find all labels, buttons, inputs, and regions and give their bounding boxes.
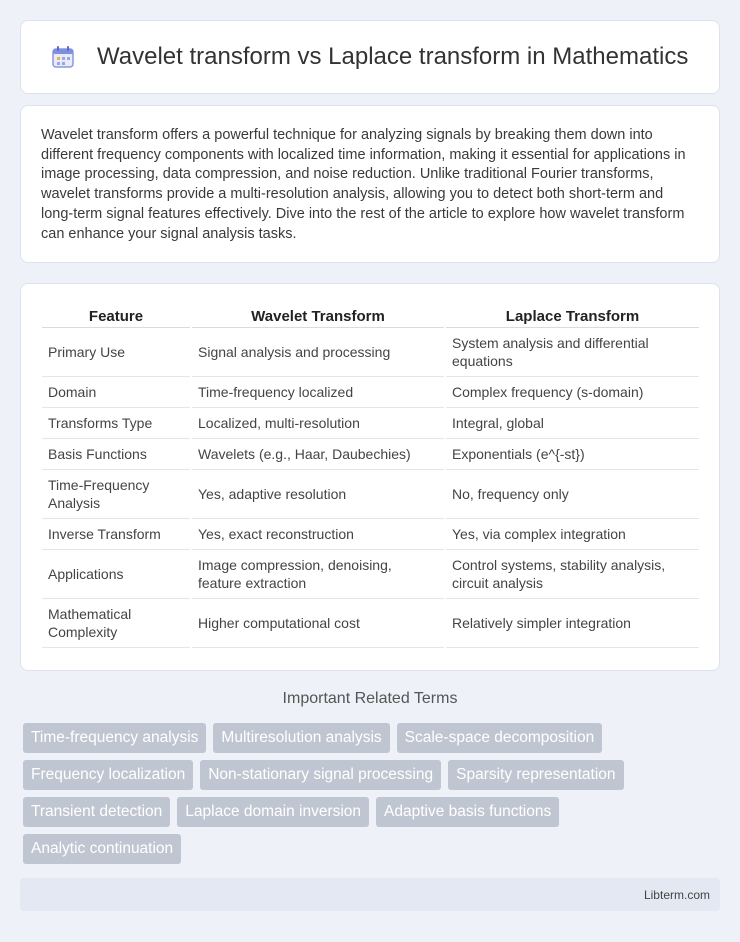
comparison-card <box>20 283 720 671</box>
tag-multiresolution-analysis[interactable]: Multiresolution analysis <box>213 723 389 753</box>
footer-site-link[interactable]: Libterm.com <box>643 887 710 902</box>
tag-laplace-domain-inversion[interactable]: Laplace domain inversion <box>177 797 369 827</box>
tag-analytic-continuation[interactable]: Analytic continuation <box>23 834 181 864</box>
table-row <box>42 470 699 519</box>
footer <box>20 878 720 911</box>
table-cell: Primary Use <box>42 328 190 377</box>
tag-transient-detection[interactable]: Transient detection <box>23 797 170 827</box>
table-cell: Complex frequency (s-domain) <box>446 377 699 408</box>
table-cell: Yes, exact reconstruction <box>192 519 444 550</box>
table-row <box>42 519 699 550</box>
table-cell: Image compression, denoising, feature extraction <box>192 550 444 599</box>
table-cell: Domain <box>42 377 190 408</box>
table-row <box>42 439 699 470</box>
tag-non-stationary-signal-processing[interactable]: Non-stationary signal processing <box>200 760 441 790</box>
table-header-row <box>42 306 699 328</box>
tag-adaptive-basis-functions[interactable]: Adaptive basis functions <box>376 797 559 827</box>
header-laplace: Laplace Transform <box>446 306 699 328</box>
table-cell: Control systems, stability analysis, circuit analysis <box>446 550 699 599</box>
header-card <box>20 20 720 94</box>
table-cell: Basis Functions <box>42 439 190 470</box>
table-cell: No, frequency only <box>446 470 699 519</box>
related-tags <box>23 723 723 864</box>
table-cell: Transforms Type <box>42 408 190 439</box>
table-row <box>42 599 699 648</box>
tag-scale-space-decomposition[interactable]: Scale-space decomposition <box>397 723 603 753</box>
table-cell: Inverse Transform <box>42 519 190 550</box>
tag-time-frequency-analysis[interactable]: Time-frequency analysis <box>23 723 206 753</box>
intro-paragraph: Wavelet transform offers a powerful technique for analyzing signals by breaking them down into different frequency components with localized time information, making it essential for applications in image processing, data compression, and noise reduction. Unlike traditional Fourier transforms, wavelet transforms provide a multi-resolution analysis, allowing you to detect both short-term and long-term signal features effectively. Dive into the rest of the article to explore how wavelet transform can enhance your signal analysis tasks. <box>41 127 686 242</box>
calendar-icon <box>49 43 77 71</box>
related-terms-title: Important Related Terms <box>282 690 458 707</box>
table-cell: Time-Frequency Analysis <box>42 470 190 519</box>
page-title: Wavelet transform vs Laplace transform in Mathematics <box>97 43 689 70</box>
table-cell: Wavelets (e.g., Haar, Daubechies) <box>192 439 444 470</box>
intro-card <box>20 105 720 263</box>
header-wavelet: Wavelet Transform <box>192 306 444 328</box>
table-cell: Time-frequency localized <box>192 377 444 408</box>
table-row <box>42 377 699 408</box>
table-cell: Yes, via complex integration <box>446 519 699 550</box>
table-cell: Signal analysis and processing <box>192 328 444 377</box>
table-row <box>42 328 699 377</box>
table-cell: Mathematical Complexity <box>42 599 190 648</box>
table-cell: Higher computational cost <box>192 599 444 648</box>
table-row <box>42 550 699 599</box>
table-cell: System analysis and differential equations <box>446 328 699 377</box>
table-cell: Exponentials (e^{-st}) <box>446 439 699 470</box>
table-cell: Applications <box>42 550 190 599</box>
table-row <box>42 408 699 439</box>
header-feature: Feature <box>42 306 190 328</box>
comparison-table <box>40 306 701 648</box>
tag-sparsity-representation[interactable]: Sparsity representation <box>448 760 623 790</box>
table-cell: Localized, multi-resolution <box>192 408 444 439</box>
table-cell: Yes, adaptive resolution <box>192 470 444 519</box>
tag-frequency-localization[interactable]: Frequency localization <box>23 760 193 790</box>
table-cell: Integral, global <box>446 408 699 439</box>
table-cell: Relatively simpler integration <box>446 599 699 648</box>
